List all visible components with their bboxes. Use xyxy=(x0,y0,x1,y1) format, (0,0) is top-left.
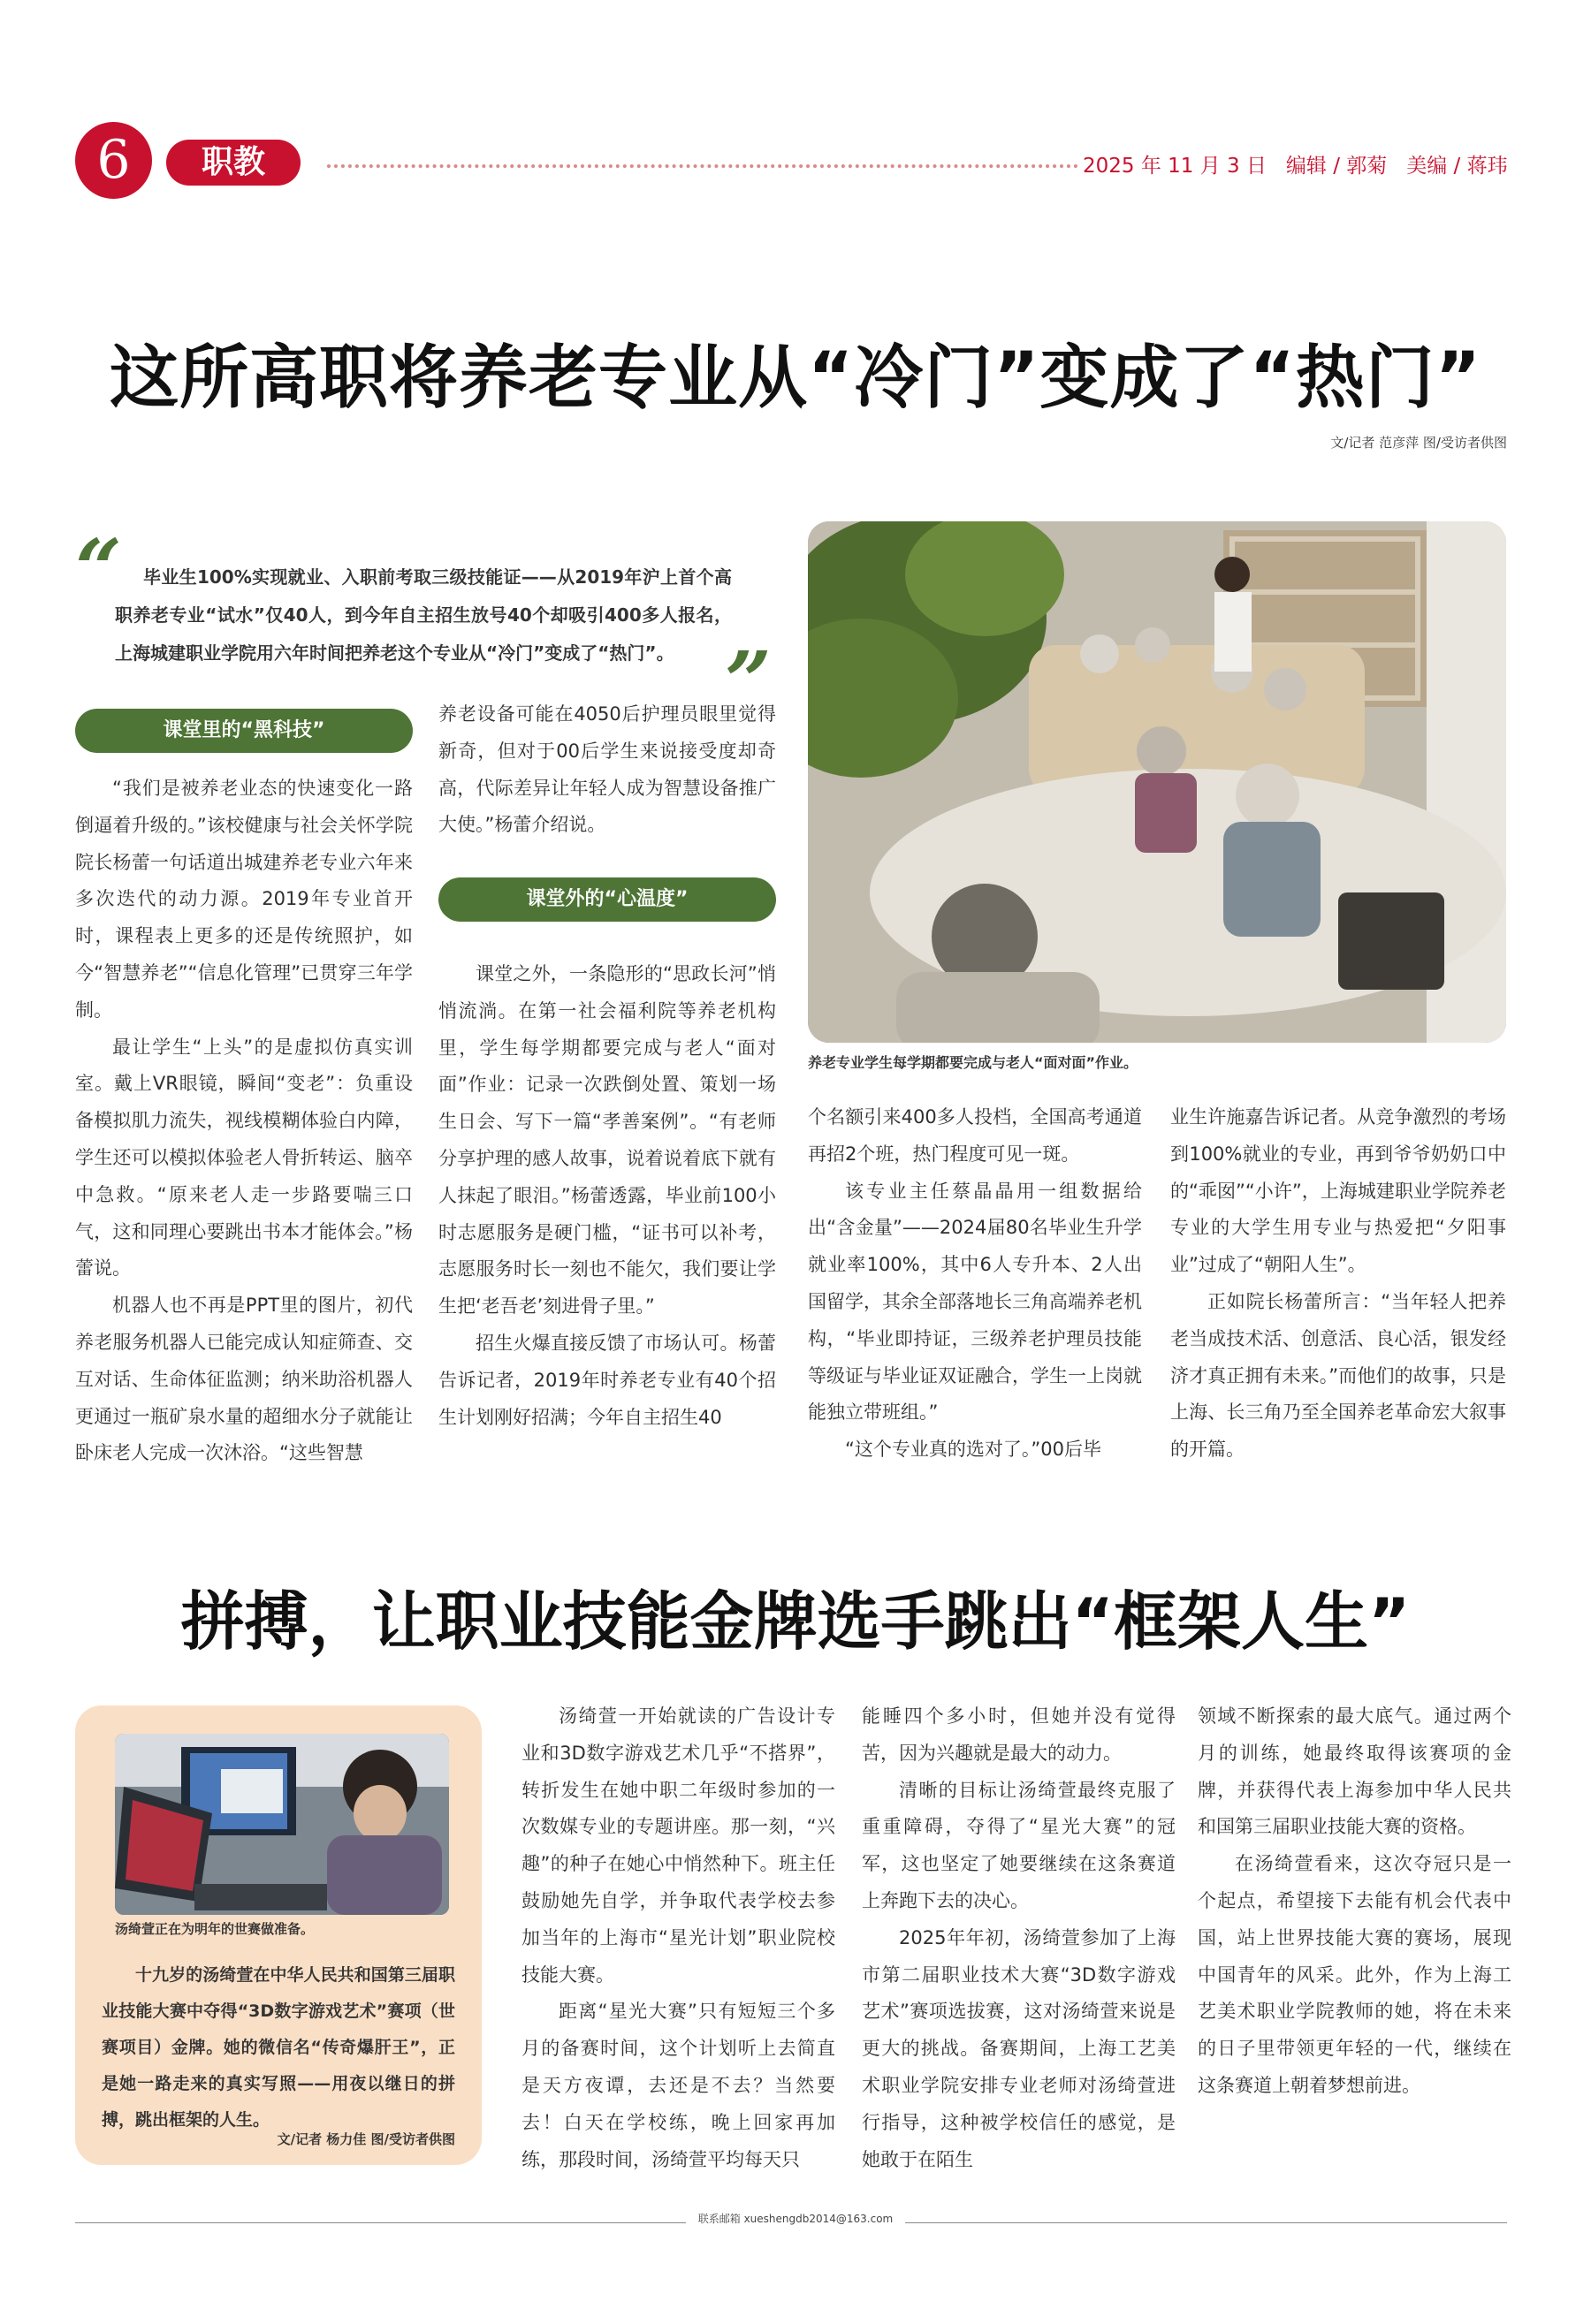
paragraph: 该专业主任蔡晶晶用一组数据给出“含金量”——2024届80名毕业生升学就业率100%，其中6人专升本、2人出国留学，其余全部落地长三角高端养老机构，“毕业即持证，三级养老护理员技能等级证与毕业证双证融合，学生一上岗就能独立带班组。” xyxy=(808,1180,1142,1424)
paragraph: 机器人也不再是PPT里的图片，初代养老服务机器人已能完成认知症筛查、交互对话、生命体征监测；纳米助浴机器人更通过一瓶矿泉水量的超细水分子就能让卧床老人完成一次沐浴。“这些智慧 xyxy=(75,1295,413,1464)
section-tab xyxy=(166,140,301,186)
article2-column-2 xyxy=(862,1698,1176,2178)
article2-title: 拼搏，让职业技能金牌选手跳出“框架人生” xyxy=(180,1584,1411,1659)
open-quote-icon: “ xyxy=(75,521,122,617)
paragraph: 招生火爆直接反馈了市场认可。杨蕾告诉记者，2019年时养老专业有40个招生计划刚好招满；今年自主招生40 xyxy=(438,1332,776,1428)
paragraph: 最让学生“上头”的是虚拟仿真实训室。戴上VR眼镜，瞬间“变老”：负重设备模拟肌力流失，视线模糊体验白内障，学生还可以模拟体验老人骨折转运、脑卒中急救。“原来老人走一步路要喘三口气，这和同理心要跳出书本才能体会。”杨蕾说。 xyxy=(75,1036,413,1280)
paragraph: 课堂之外，一条隐形的“思政长河”悄悄流淌。在第一社会福利院等养老机构里，学生每学期都要完成与老人“面对面”作业：记录一次跌倒处置、策划一场生日会、写下一篇“孝善案例”。“有老师分享护理的感人故事，说着说着底下就有人抹起了眼泪。”杨蕾透露，毕业前100小时志愿服务是硬门槛，“证书可以补考，志愿服务时长一刻也不能欠，我们要让学生把‘老吾老’刻进骨子里。” xyxy=(438,963,776,1318)
article2-byline: 文/记者 杨力佳 图/受访者供图 xyxy=(277,2131,455,2147)
article1-column-1 xyxy=(75,771,413,1472)
footer-contact-text: 联系邮箱 xueshengdb2014@163.com xyxy=(686,2213,906,2225)
article2-column-3 xyxy=(1198,1698,1511,2105)
paragraph: 汤绮萱一开始就读的广告设计专业和3D数字游戏艺术几乎“不搭界”，转折发生在她中职二年级时参加的一次数媒专业的专题讲座。那一刻，“兴趣”的种子在她心中悄然种下。班主任鼓励她先自学，并争取代表学校去参加当年的上海市“星光计划”职业院校技能大赛。 xyxy=(521,1705,835,1986)
paragraph: 清晰的目标让汤绮萱最终克服了重重障碍，夺得了“星光大赛”的冠军，这也坚定了她要继续在这条赛道上奔跑下去的决心。 xyxy=(862,1779,1176,1911)
article2-photo-caption: 汤绮萱正在为明年的世赛做准备。 xyxy=(115,1921,315,1937)
article1-photo-caption: 养老专业学生每学期都要完成与老人“面对面”作业。 xyxy=(808,1054,1138,1071)
paragraph: 业生许施嘉告诉记者。从竞争激烈的考场到100%就业的专业，再到爷爷奶奶口中的“乖囡”“小许”，上海城建职业学院养老专业的大学生用专业与热爱把“夕阳事业”过成了“朝阳人生”。 xyxy=(1170,1106,1506,1276)
paragraph: 养老设备可能在4050后护理员眼里觉得新奇，但对于00后学生来说接受度却奇高，代际差异让年轻人成为智慧设备推广大使。”杨蕾介绍说。 xyxy=(438,703,776,836)
article1-column-2a xyxy=(438,696,776,844)
page-number: 6 xyxy=(96,129,131,191)
paragraph: 正如院长杨蕾所言：“当年轻人把养老当成技术活、创意活、良心活，银发经济才真正拥有未来。”而他们的故事，只是上海、长三角乃至全国养老革命宏大叙事的开篇。 xyxy=(1170,1290,1506,1461)
subhead-warmth: 课堂外的“心温度” xyxy=(438,877,776,922)
paragraph: “这个专业真的选对了。”00后毕 xyxy=(845,1439,1101,1461)
article2-photo xyxy=(115,1734,449,1915)
article1-lead: 毕业生100%实现就业、入职前考取三级技能证——从2019年沪上首个高职养老专业“试水”仅40人，到今年自主招生放号40个却吸引400多人报名，上海城建职业学院用六年时间把养老这个专业从“冷门”变成了“热门”。 xyxy=(115,566,732,664)
header-dotted-rule xyxy=(327,164,1078,168)
article1-column-4 xyxy=(1170,1099,1506,1469)
paragraph: 领域不断探索的最大底气。通过两个月的训练，她最终取得该赛项的金牌，并获得代表上海参加中华人民共和国第三届职业技能大赛的资格。 xyxy=(1198,1705,1511,1838)
section-label: 职教 xyxy=(201,144,265,180)
footer-contact xyxy=(0,2211,1591,2226)
article1-column-2b xyxy=(438,956,776,1436)
paragraph: 能睡四个多小时，但她并没有觉得苦，因为兴趣就是最大的动力。 xyxy=(862,1705,1176,1764)
article1-column-3 xyxy=(808,1099,1142,1469)
close-quote-icon: ” xyxy=(725,634,772,729)
paragraph: 距离“星光大赛”只有短短三个多月的备赛时间，这个计划听上去简直是天方夜谭，去还是不去？当然要去！白天在学校练，晚上回家再加练，那段时间，汤绮萱平均每天只 xyxy=(521,2001,835,2170)
article2-column-1 xyxy=(521,1698,835,2178)
article1-title: 这所高职将养老专业从“冷门”变成了“热门” xyxy=(109,338,1482,418)
page-number-badge xyxy=(75,122,152,199)
header-meta: 2025 年 11 月 3 日 编辑 / 郭菊 美编 / 蒋玮 xyxy=(1083,155,1508,178)
paragraph: 在汤绮萱看来，这次夺冠只是一个起点，希望接下去能有机会代表中国，站上世界技能大赛的赛场，展现中国青年的风采。此外，作为上海工艺美术职业学院教师的她，将在未来的日子里带领更年轻的一代，继续在这条赛道上朝着梦想前进。 xyxy=(1198,1853,1511,2096)
subhead-tech: 课堂里的“黑科技” xyxy=(75,709,413,753)
paragraph: 2025年年初，汤绮萱参加了上海市第二届职业技术大赛“3D数字游戏艺术”赛项选拔赛，这对汤绮萱来说是更大的挑战。备赛期间，上海工艺美术职业学院安排专业老师对汤绮萱进行指导，这种被学校信任的感觉，是她敢于在陌生 xyxy=(862,1926,1176,2170)
article1-byline: 文/记者 范彦萍 图/受访者供图 xyxy=(1330,435,1507,451)
paragraph: 个名额引来400多人投档，全国高考通道再招2个班，热门程度可见一斑。 xyxy=(808,1106,1142,1165)
workstation-illustration xyxy=(115,1734,449,1915)
paragraph: “我们是被养老业态的快速变化一路倒逼着升级的。”该校健康与社会关怀学院院长杨蕾一句话道出城建养老专业六年来多次迭代的动力源。2019年专业首开时，课程表上更多的还是传统照护，如今“智慧养老”“信息化管理”已贯穿三年学制。 xyxy=(75,778,413,1021)
room-scene-illustration xyxy=(808,521,1506,1043)
article2-lead: 十九岁的汤绮萱在中华人民共和国第三届职业技能大赛中夺得“3D数字游戏艺术”赛项（世赛项目）金牌。她的微信名“传奇爆肝王”，正是她一路走来的真实写照——用夜以继日的拼搏，跳出框架的人生。 xyxy=(102,1965,455,2130)
article1-photo xyxy=(808,521,1506,1043)
